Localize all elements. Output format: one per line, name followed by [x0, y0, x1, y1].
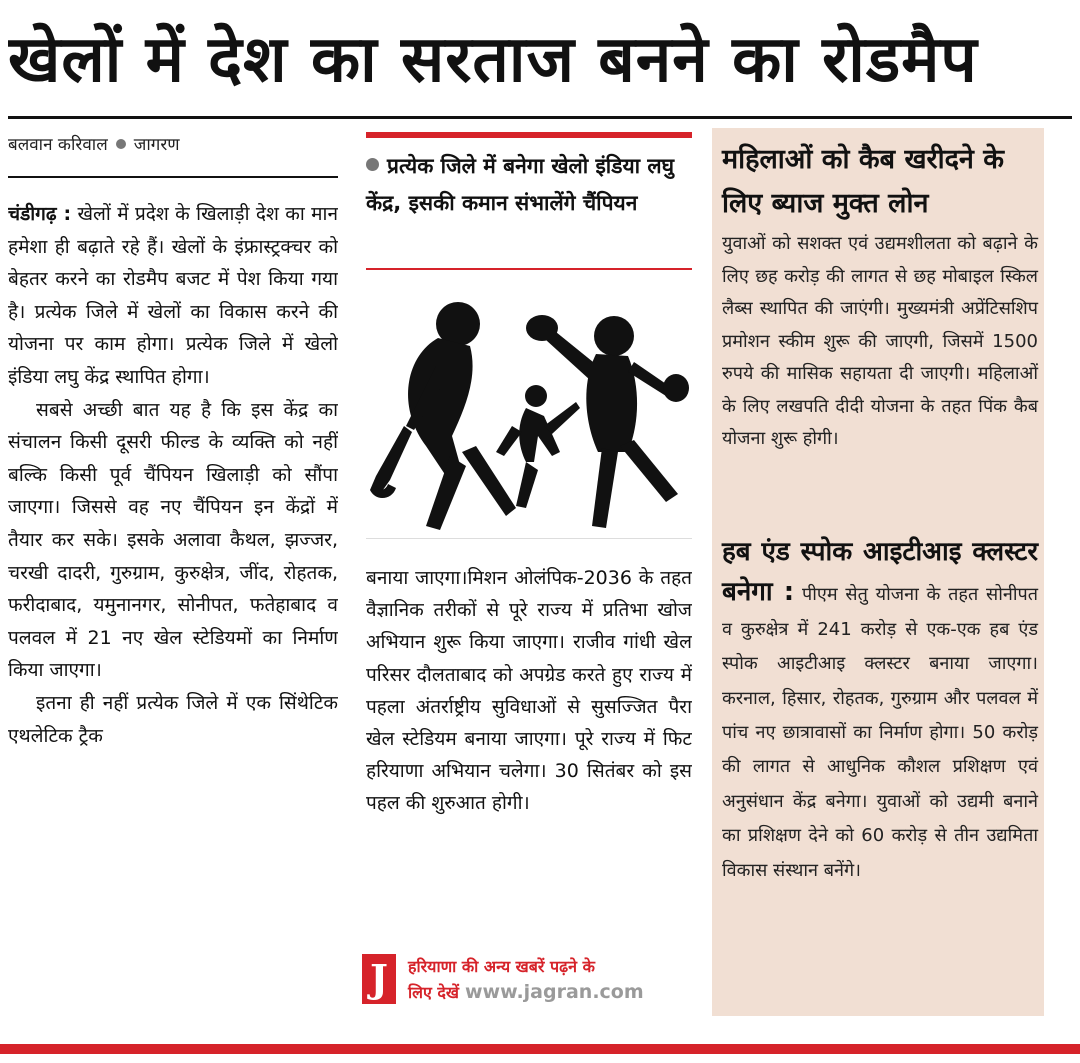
sports-silhouette-icon — [366, 276, 692, 538]
article-column-2-text: बनाया जाएगा।मिशन ओलंपिक-2036 के तहत वैज्ञानिक तरीकों से पूरे राज्य में प्रतिभा खोज अभियान शुरू किया जाएगा। राजीव गांधी खेल परिसर दौलताबाद को अपग्रेड करते हुए राज्य में पहला अंतर्राष्ट्रीय सुविधाओं से सुसज्जित पैरा खेल स्टेडियम बनाया जाएगा। पूरे राज्य में फिट हरियाणा अभियान चलेगा। 30 सितंबर को इस पहल की शुरुआत होगी। — [366, 567, 692, 815]
article-column-1 — [8, 198, 338, 1024]
byline — [8, 130, 348, 160]
byline-author: बलवान करिवाल — [8, 135, 108, 155]
byline-dot-icon — [116, 139, 126, 149]
sidebar-para-2 — [722, 532, 1038, 1008]
headline: खेलों में देश का सरताज बनने का रोडमैप — [8, 23, 978, 97]
kicker-bottom-rule — [366, 268, 692, 270]
sidebar-heading-2: हब एंड स्पोक आइटीआइ क्लस्टर बनेगा : — [722, 537, 1038, 608]
article-para-1-text: खेलों में प्रदेश के खिलाड़ी देश का मान हमेशा ही बढ़ाते रहे हैं। खेलों के इंफ्रास्ट्रक्चर को बेहतर करने का रोडमैप बजट में पेश किया गया है। प्रत्येक जिले में खेलों का विकास करने की योजना पर काम होगा। प्रत्येक जिले में खेलो इंडिया लघु केंद्र स्थापित होगा। — [8, 203, 338, 388]
byline-rule — [8, 176, 338, 178]
article-para-3: इतना ही नहीं प्रत्येक जिले में एक सिंथेटिक एथलेटिक ट्रैक — [8, 691, 338, 747]
jagran-promo — [362, 952, 694, 1006]
promo-line-2 — [408, 979, 698, 1005]
promo-url-link[interactable]: www.jagran.com — [465, 981, 644, 1003]
article-para-2: सबसे अच्छी बात यह है कि इस केंद्र का संचालन किसी दूसरी फील्ड के व्यक्ति को नहीं बल्कि किसी पूर्व चैंपियन खिलाड़ी को सौंपा जाएगा। जिससे वह नए चैंपियन इन केंद्रों में तैयार कर सके। इसके अलावा कैथल, झज्जर, चरखी दादरी, गुरुग्राम, कुरुक्षेत्र, जींद, रोहतक, फरीदाबाद, यमुनानगर, सोनीपत, फतेहाबाद व पलवल में 21 नए खेल स्टेडियमों का निर्माण किया जाएगा। — [8, 398, 338, 682]
dateline: चंडीगढ़ : — [8, 203, 72, 225]
article-para-1 — [8, 198, 338, 394]
sidebar-para-2-text: पीएम सेतु योजना के तहत सोनीपत व कुरुक्षेत्र में 241 करोड़ से एक-एक हब एंड स्पोक आइटीआइ क्लस्टर बनाया जाएगा। करनाल, हिसार, रोहतक, गुरुग्राम और पलवल में पांच नए छात्रावासों का निर्माण होगा। 50 करोड़ की लागत से आधुनिक कौशल प्रशिक्षण एवं अनुसंधान केंद्र बनेगा। युवाओं को उद्यमी बनाने का प्रशिक्षण देने को 60 करोड़ से तीन उद्यमिता विकास संस्थान बनेंगे। — [722, 584, 1038, 881]
kicker-text: प्रत्येक जिले में बनेगा खेलो इंडिया लघु केंद्र, इसकी कमान संभालेंगे चैंपियन — [366, 154, 675, 215]
headline-rule — [8, 116, 1072, 119]
sidebar-heading-1: महिलाओं को कैब खरीदने के लिए ब्याज मुक्त लोन — [722, 144, 1005, 219]
sports-photo — [366, 276, 692, 539]
jagran-logo-icon: J — [362, 954, 396, 1004]
bottom-rule — [0, 1044, 1080, 1054]
sidebar-para-1: युवाओं को सशक्त एवं उद्यमशीलता को बढ़ाने के लिए छह करोड़ की लागत से छह मोबाइल स्किल लैब्स स्थापित की जाएंगी। मुख्यमंत्री अप्रेंटिसशिप प्रमोशन स्कीम शुरू की जाएगी, जिसमें 1500 रुपये की मासिक सहायता दी जाएगी। महिलाओं के लिए लखपति दीदी योजना के तहत पिंक कैब योजना शुरू होगी। — [722, 233, 1038, 449]
kicker-top-rule — [366, 132, 692, 138]
article-column-2 — [366, 562, 692, 946]
sidebar-box — [712, 128, 1044, 1016]
kicker-bullet-icon — [366, 158, 379, 171]
promo-line-1: हरियाणा की अन्य खबरें पढ़ने के — [408, 957, 595, 976]
byline-source: जागरण — [133, 135, 180, 155]
kicker — [366, 148, 690, 258]
promo-line-2-text: लिए देखें — [408, 983, 459, 1002]
